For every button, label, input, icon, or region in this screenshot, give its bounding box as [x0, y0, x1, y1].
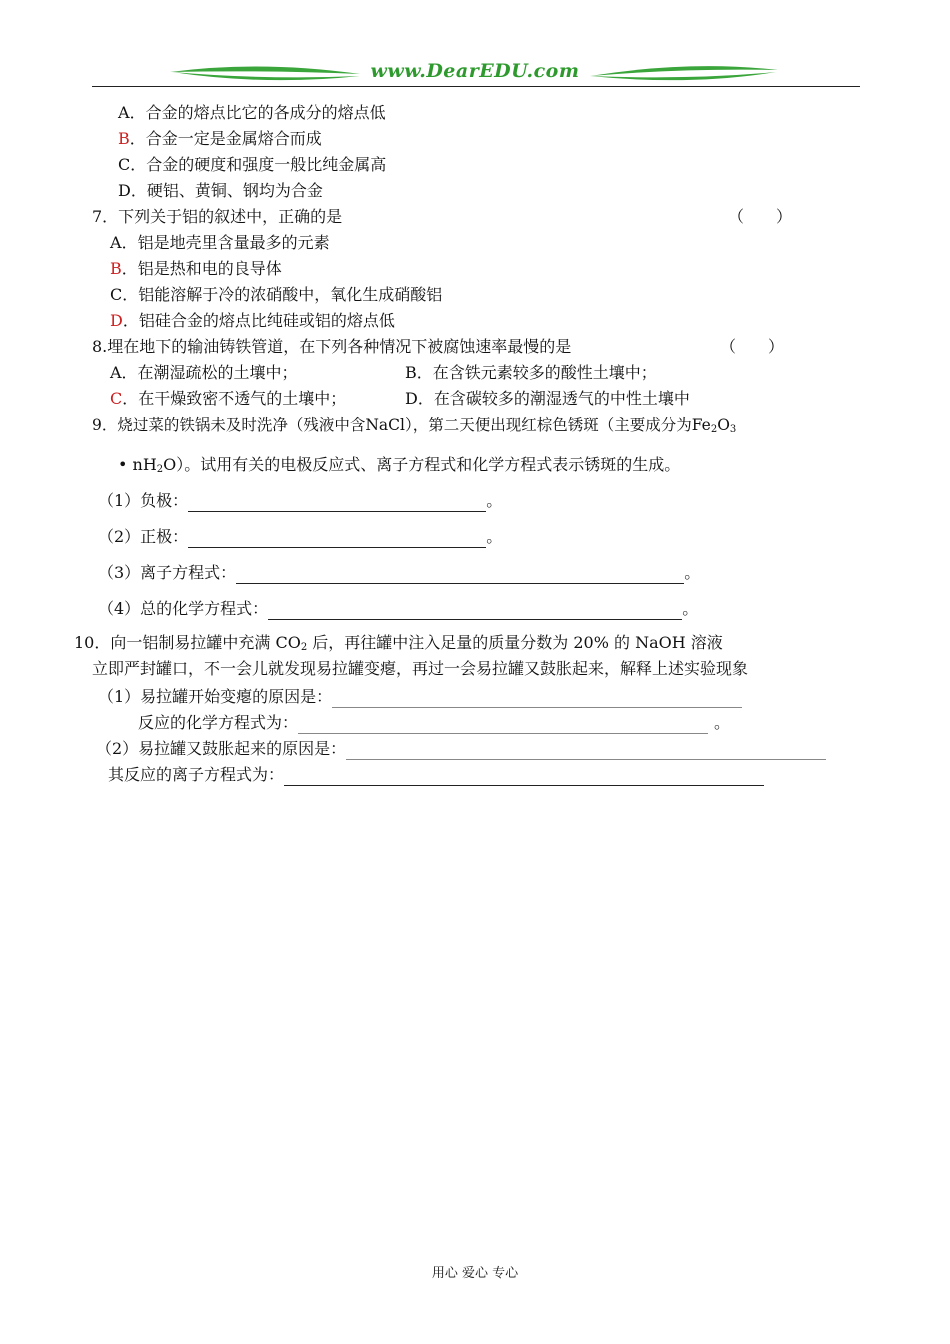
q8-option-d: D．在含碳较多的潮湿透气的中性土壤中 [405, 389, 690, 408]
header-rule [92, 86, 860, 87]
q6-option-b: B．合金一定是金属熔合而成 [118, 129, 322, 148]
q10-part1-eq-answer-line[interactable] [298, 715, 708, 734]
q9-stem: 9．烧过菜的铁锅未及时洗净（残液中含NaCl），第二天便出现红棕色锈斑（主要成分为$Fe_2O_3$ [92, 416, 737, 435]
page-header [0, 0, 950, 100]
q10-part1-row: （1）易拉罐开始变瘪的原因是： [98, 686, 742, 708]
logo-text: www.DearEDU.com [370, 60, 580, 82]
q8-option-c: C．在干燥致密不透气的土壤中； [110, 389, 347, 408]
q7-stem: 7．下列关于铝的叙述中，正确的是 [92, 207, 343, 226]
q9-blank4-row: （4）总的化学方程式： 。 [98, 599, 699, 618]
q9-blank4-answer-line[interactable] [268, 601, 682, 620]
q9-blank1-row: （1）负极： 。 [98, 491, 503, 510]
q9-blank2-row: （2）正极： 。 [98, 527, 503, 546]
q8-option-b: B．在含铁元素较多的酸性土壤中； [405, 363, 657, 382]
q8-answer-paren: （ ） [720, 337, 785, 356]
dearedu-logo [170, 60, 780, 92]
q7-option-a: A．铝是地壳里含量最多的元素 [110, 233, 330, 252]
q9-blank1-answer-line[interactable] [188, 493, 486, 512]
q10-stem-line2: 立即严封罐口，不一会儿就发现易拉罐变瘪，再过一会易拉罐又鼓胀起来，解释上述实验现象 [92, 659, 749, 678]
q10-part1-eq-row: 反应的化学方程式为： 。 [138, 713, 731, 732]
q10-stem: 10．向一铝制易拉罐中充满 $CO_2$ 后，再往罐中注入足量的质量分数为 20% 的 NaOH 溶液 [74, 633, 723, 653]
q10-part2-row: （2）易拉罐又鼓胀起来的原因是： [96, 738, 826, 760]
q8-option-a: A．在潮湿疏松的土壤中； [110, 363, 298, 382]
q6-option-d: D．硬铝、黄铜、钢均为合金 [118, 181, 323, 200]
q6-option-c: C．合金的硬度和强度一般比纯金属高 [118, 155, 387, 174]
q10-part1-answer-line[interactable] [332, 689, 742, 708]
q7-option-d: D．铝硅合金的熔点比纯硅或铝的熔点低 [110, 311, 395, 330]
q9-stem-line2: • $nH_2O$）。试用有关的电极反应式、离子方程式和化学方程式表示锈斑的生成。 [118, 455, 681, 475]
q9-blank2-answer-line[interactable] [188, 529, 486, 548]
q7-option-b: B．铝是热和电的良导体 [110, 259, 282, 278]
q9-blank3-row: （3）离子方程式： 。 [98, 563, 701, 582]
q7-answer-paren: （ ） [728, 207, 793, 226]
q7-option-c: C．铝能溶解于冷的浓硝酸中，氧化生成硝酸铝 [110, 285, 443, 304]
page-footer: 用心 爱心 专心 [431, 1266, 519, 1281]
q10-part2-eq-row: 其反应的离子方程式为： [108, 764, 764, 786]
q10-part2-eq-answer-line[interactable] [284, 767, 764, 786]
q6-option-a: A．合金的熔点比它的各成分的熔点低 [118, 103, 386, 122]
q8-stem: 8.埋在地下的输油铸铁管道，在下列各种情况下被腐蚀速率最慢的是 [92, 337, 572, 356]
q9-blank3-answer-line[interactable] [236, 565, 684, 584]
q10-part2-answer-line[interactable] [346, 741, 826, 760]
